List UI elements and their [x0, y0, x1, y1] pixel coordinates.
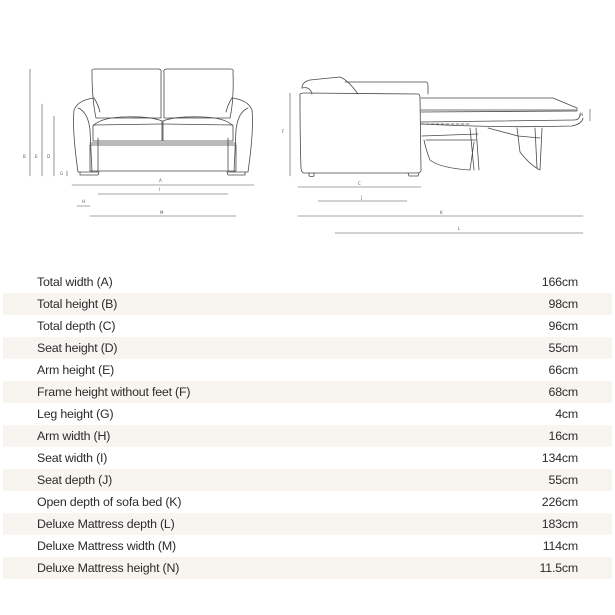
- dimension-label: Deluxe Mattress height (N): [37, 561, 180, 575]
- dimension-label: Total height (B): [37, 297, 118, 311]
- dimension-value: 226cm: [541, 495, 578, 509]
- side-dimension-letters: [282, 112, 583, 231]
- dimension-label: Leg height (G): [37, 407, 114, 421]
- dimension-value: 11.5cm: [539, 561, 578, 575]
- dimension-value: 134cm: [541, 451, 578, 465]
- svg-text:A: A: [159, 178, 162, 183]
- dimension-value: 166cm: [541, 275, 578, 289]
- dimension-value: 55cm: [548, 341, 578, 355]
- table-row: [3, 293, 612, 315]
- svg-text:C: C: [358, 181, 361, 186]
- dimension-value: 68cm: [548, 385, 578, 399]
- front-dimension-letters: [23, 154, 164, 215]
- table-row: [3, 337, 612, 359]
- front-dimension-lines: [30, 69, 254, 216]
- svg-text:D: D: [47, 154, 51, 159]
- table-row: [3, 381, 612, 403]
- dimension-value: 114cm: [542, 539, 578, 553]
- table-row: [3, 557, 612, 579]
- table-row: [3, 447, 612, 469]
- dimension-label: Seat width (I): [37, 451, 108, 465]
- sofa-front-view: [74, 69, 253, 175]
- dimension-value: 4cm: [555, 407, 578, 421]
- svg-text:F: F: [282, 129, 285, 134]
- dimension-value: 98cm: [548, 297, 578, 311]
- table-row: [3, 315, 612, 337]
- svg-text:J: J: [361, 195, 363, 200]
- sofa-side-view: [300, 77, 583, 177]
- dimension-value: 183cm: [541, 517, 578, 531]
- dimension-label: Deluxe Mattress width (M): [37, 539, 176, 553]
- svg-text:E: E: [35, 154, 38, 159]
- svg-text:H: H: [82, 199, 86, 204]
- dimension-label: Open depth of sofa bed (K): [37, 495, 182, 509]
- svg-text:B: B: [23, 154, 26, 159]
- dimensions-table: [3, 271, 612, 579]
- sofa-line-drawing: [0, 0, 615, 250]
- dimension-label: Seat depth (J): [37, 473, 113, 487]
- svg-text:N: N: [580, 112, 583, 117]
- table-row: [3, 513, 612, 535]
- table-row: [3, 271, 612, 293]
- svg-text:L: L: [458, 226, 461, 231]
- table-row: [3, 469, 612, 491]
- svg-text:I: I: [159, 187, 161, 192]
- dimension-label: Seat height (D): [37, 341, 118, 355]
- dimension-diagram: [0, 0, 615, 250]
- dimension-label: Arm width (H): [37, 429, 111, 443]
- svg-text:M: M: [160, 210, 164, 215]
- table-row: [3, 491, 612, 513]
- dimension-label: Total width (A): [37, 275, 113, 289]
- dimension-value: 16cm: [548, 429, 578, 443]
- dimension-value: 66cm: [548, 363, 578, 377]
- dimension-label: Total depth (C): [37, 319, 116, 333]
- dimension-value: 96cm: [548, 319, 578, 333]
- dimension-label: Deluxe Mattress depth (L): [37, 517, 175, 531]
- dimension-value: 55cm: [548, 473, 578, 487]
- svg-text:K: K: [440, 210, 443, 215]
- dimension-label: Frame height without feet (F): [37, 385, 191, 399]
- table-row: [3, 425, 612, 447]
- table-row: [3, 403, 612, 425]
- table-row: [3, 535, 612, 557]
- dimension-label: Arm height (E): [37, 363, 115, 377]
- svg-text:G: G: [60, 171, 64, 176]
- table-row: [3, 359, 612, 381]
